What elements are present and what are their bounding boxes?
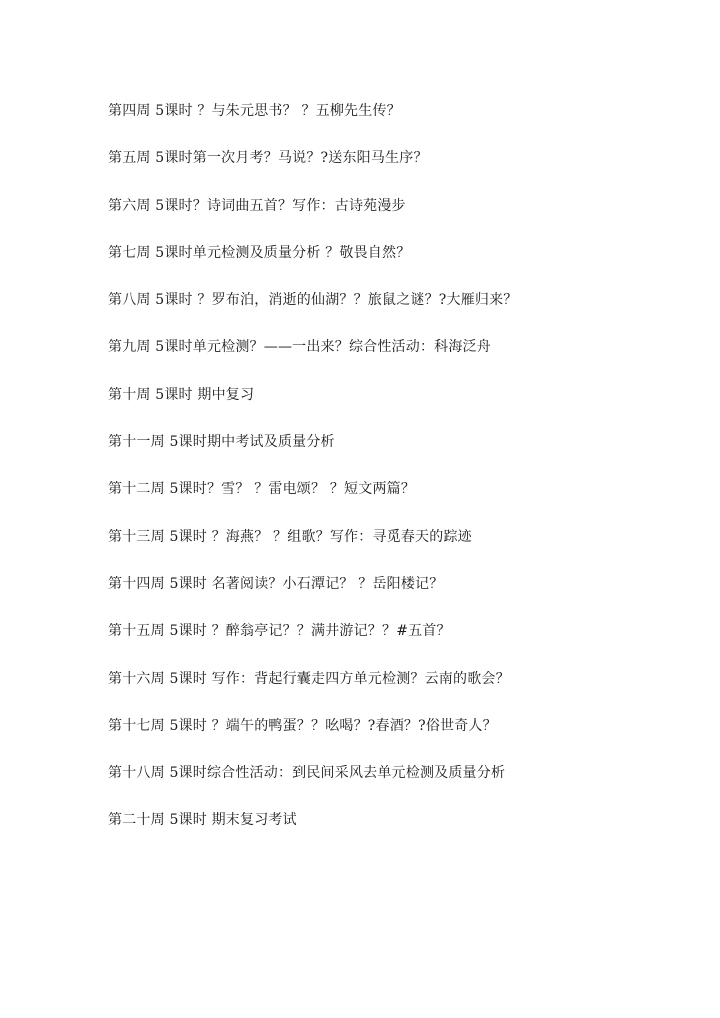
- schedule-row-week-8: 第八周 5课时 ？罗布泊，消逝的仙湖？？旅鼠之谜？?大雁归来？: [108, 292, 518, 309]
- schedule-row-week-14: 第十四周 5课时 名著阅读？小石潭记？ ？岳阳楼记？: [108, 575, 444, 592]
- schedule-row-week-7: 第七周 5课时单元检测及质量分析 ？敬畏自然？: [108, 244, 411, 261]
- schedule-row-week-6: 第六周 5课时？诗词曲五首？写作：古诗苑漫步: [108, 197, 406, 214]
- weekly-schedule-list: [108, 100, 688, 857]
- schedule-row-week-11: 第十一周 5课时期中考试及质量分析: [108, 434, 335, 451]
- schedule-row-week-18: 第十八周 5课时综合性活动：到民间采风去单元检测及质量分析: [108, 765, 506, 782]
- schedule-row-week-10: 第十周 5课时 期中复习: [108, 386, 255, 403]
- schedule-row-week-9: 第九周 5课时单元检测？——一出来？综合性活动：科海泛舟: [108, 339, 491, 356]
- schedule-row-week-15: 第十五周 5课时 ？醉翁亭记？？满井游记？？#五首？: [108, 623, 451, 640]
- schedule-row-week-20: 第二十周 5课时 期末复习考试: [108, 812, 297, 829]
- schedule-row-week-12: 第十二周 5课时？雪？ ？雷电颂？ ？短文两篇？: [108, 481, 416, 498]
- schedule-row-week-17: 第十七周 5课时 ？端午的鸭蛋？？吆喝？?春酒？?俗世奇人？: [108, 717, 497, 734]
- schedule-row-week-16: 第十六周 5课时 写作：背起行囊走四方单元检测？云南的歌会？: [108, 670, 510, 687]
- schedule-row-week-4: 第四周 5课时 ？与朱元思书？ ？五柳先生传？: [108, 103, 401, 119]
- schedule-row-week-5: 第五周 5课时第一次月考？马说？?送东阳马生序？: [108, 150, 428, 167]
- schedule-row-week-13: 第十三周 5课时 ？海燕？ ？组歌？写作：寻觅春天的踪迹: [108, 528, 472, 545]
